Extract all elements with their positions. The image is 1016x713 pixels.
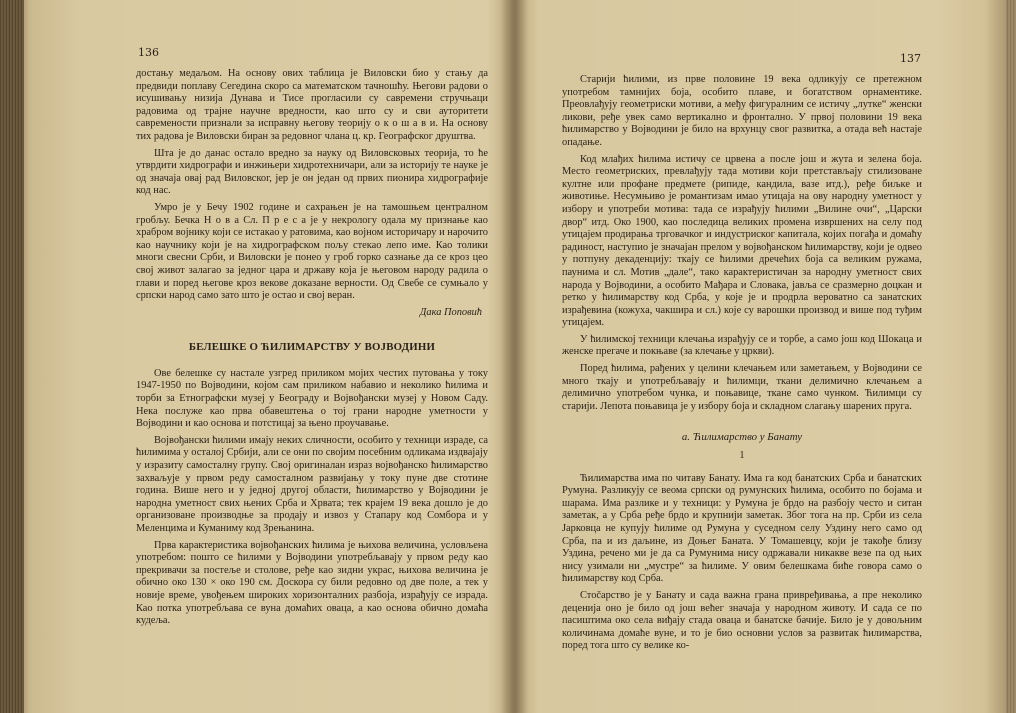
page-number-left: 136 [138,46,159,59]
section-title: а. Ћилимарство у Банату [681,431,803,444]
paragraph: Ове белешке су настале узгред приликом мојих честих путовања у току 1947-1950 по Војводини, којом сам приликом набавио и неколико ћилима и торби за Етнографски музеј у Београду и Војвођански музеј у Новом Саду. Нека послуже као прва обавештења о тој грани народне уметности у Војводини и као основа и потстицај за њено проучавање. [136,367,488,430]
section-number: 1 [739,450,745,462]
left-text-column [136,68,488,632]
paragraph: У ћилимској техници клечања израђују се и торбе, а само још код Шокаца и женске прегаче и покњаве (за клечање у цркви). [562,333,922,358]
paragraph: Код млађих ћилима истичу се црвена а после још и жута и зелена боја. Место геометриских, превлађују тада мотиви који претстављају стилизоване култне или профане предмете (рипиде, кандила, вазе итд.), ређе биљке и животиње. Несумњиво је романтизам имао утицаја на ову народну уметност у избору и употреби мотива: тада се израђују ћилими „Вилине очи“, „Царски двор“ итд. Око 1900, као последица великих промена извршених на селу под утицајем продирања трговачког и индустриског капитала, којих погађа и домаћу радиност, наступио је значајан прелом у војвођанском ћилимарству, који је одвео у потпуну декаденцију: ткају се ћилими дречећих боја са великим ружама, паунима и сл. Мотив „дале“, тако карактеристичан за народну уметност свих народа у Војводини, а особито Мађара и Словака, јавља се сразмерно доцкан и ретко у ћилимарству код Срба, у које је и продрла вероватно са занатских израђевина (кожуха, чакшира и сл.) које су варошки производ и више под туђим утицајем. [562,153,922,329]
article-title: БЕЛЕШКЕ О ЋИЛИМАРСТВУ У ВОЈВОДИНИ [188,341,436,354]
paragraph: достању медаљом. На основу ових таблица је Виловски био у стању да предвиди поплаву Сегедина скоро са математском тачношћу. Његови радови о исушивању низија Дунава и Тисе прогласили су савремени стручњаци радовима од трајне научне вредности, као што су и сви аутoритети савремености признали за исправну његову теорију о к о ш а в и. На основу тих радова је Виловски биран за редовног члана ц. кр. Географског друштва. [136,68,488,142]
paragraph: Војвођански ћилими имају неких сличности, особито у техници израде, са ћилимима у осталој Србији, али се они по својим посебним одликама издвајају у изразиту самосталну групу. Свој оригиналан израз војвођанско ћилимарство захваљује у првом реду самосталном развијању у току пуне две стотине година. Више него и у једној другој области, ћилимарство у Војводини је народна уметност свих њених Срба и Хрвата; тек крајем 19 века дошло је до организоване производње за продају и извоз у Стапару код Сомбора и у Меленцима и Куманиму код Зрењанина. [136,434,488,534]
right-page [512,0,1016,713]
paragraph: Шта је до данас остало вредно за науку од Виловсковых теорија, то ће утврдити хидрографи и инжињери хидротехничари, али за историју те науке је од значаја овај рад Виловског, јер је он један од првих пионира хидрографије код нас. [136,147,488,197]
paragraph: Ћилимарства има по читаву Банату. Има га код банатских Срба и банатских Румуна. Разликују се веома српски од румунских ћилима, особито по бојама и шарама. Има разлике и у техници: у Румуна је брдо на разбоју често и ситан заметак, а у Срба ређе брдо и крупнији заметак. Због тога на пр. Срби из села Јарковца не купују ћилиме од Румуна у суседном селу Уздину него само од Срба, па и из даљине, из Доњег Баната. У Томашевцу, који је такође близу Уздина, речено ми је да са Румунима нису одржавали никакве везе па од њих нису узимали ни „мустре“ за ћилиме. У овим белешкама биће говора само о ћилимарству код Срба. [562,472,922,585]
paragraph: Стоčарство је у Банату и сада важна грана привређивања, а пре неколико деценија оно је било од још већег значаја у народном животу. И сада се по пасиштима око села виђају стада оваца и банатске бачије. Било је у довољним количинама домаће вуне, и то је био основни услов за развитак ћилимарства, поред тога што су велике ко- [562,589,922,652]
right-text-column [562,74,922,657]
page-number-right: 137 [900,52,921,65]
paragraph: Поред ћилима, рађених у целини клечањем или заметањем, у Војводини се много ткају и употребљавају и ћилимци, ткани делимично клечањем а делимично употребом чунка, и поњавице, ткане само чунком. Ћилимци су старији. Лепота поњавица је у избору боја и складном слагању шарених пруга. [562,363,922,412]
paragraph: Умро је у Бечу 1902 године и сахрањен је на тамошњем централном гробљу. Бечка Н о в а Сл. П р е с а је у некрологу одала му признање као храбром војнику који се истакао у ратовима, као војном историчару и нарочито као научнику који је на хидрографском пољу стекао лепо име. Као толики многи свесни Срби, и Виловски је понео у гроб горко сазнање да се кроз цео свој живот залагао за једног цара и државу која је његовом народу радила о глави и поред његове кроз векове доказане верности. Од Свебе се сумњало у српски народ само зато што је остао и свој веран. [136,201,488,302]
paragraph: Старији ћилими, из прве половине 19 века одликују се претежном употребом тамнијих боја, особито плаве, и богатством орнаментике. Преовлађују геометриски мотиви, а међу фигуралним се истичу „лутке“ женски ликови, ређе увек само вертикално и фронтално. У првој половини 19 века ћилимарство у Војводини је било на врхунцу свог развитка, а отада већ настаје опадање. [562,74,922,148]
author-signature: Дака Поповић [419,306,482,318]
paragraph: Прва карактеристика војвођанских ћилима је њихова величина, условљена употребом: пошто се ћилими у Војводини употребљавају у првом реду као прекривачи за постеље и столове, ређе као зидни украс, њихова величина је обично око 130 × око 190 см. Доскора су били редовно од две поле, а тек у новије време, увођењем широких хоризонталних разбоја, израђују се израда. Као потка употребљава се вуна домаћих оваца, а као основа обично домаћа кудеља. [136,539,488,627]
